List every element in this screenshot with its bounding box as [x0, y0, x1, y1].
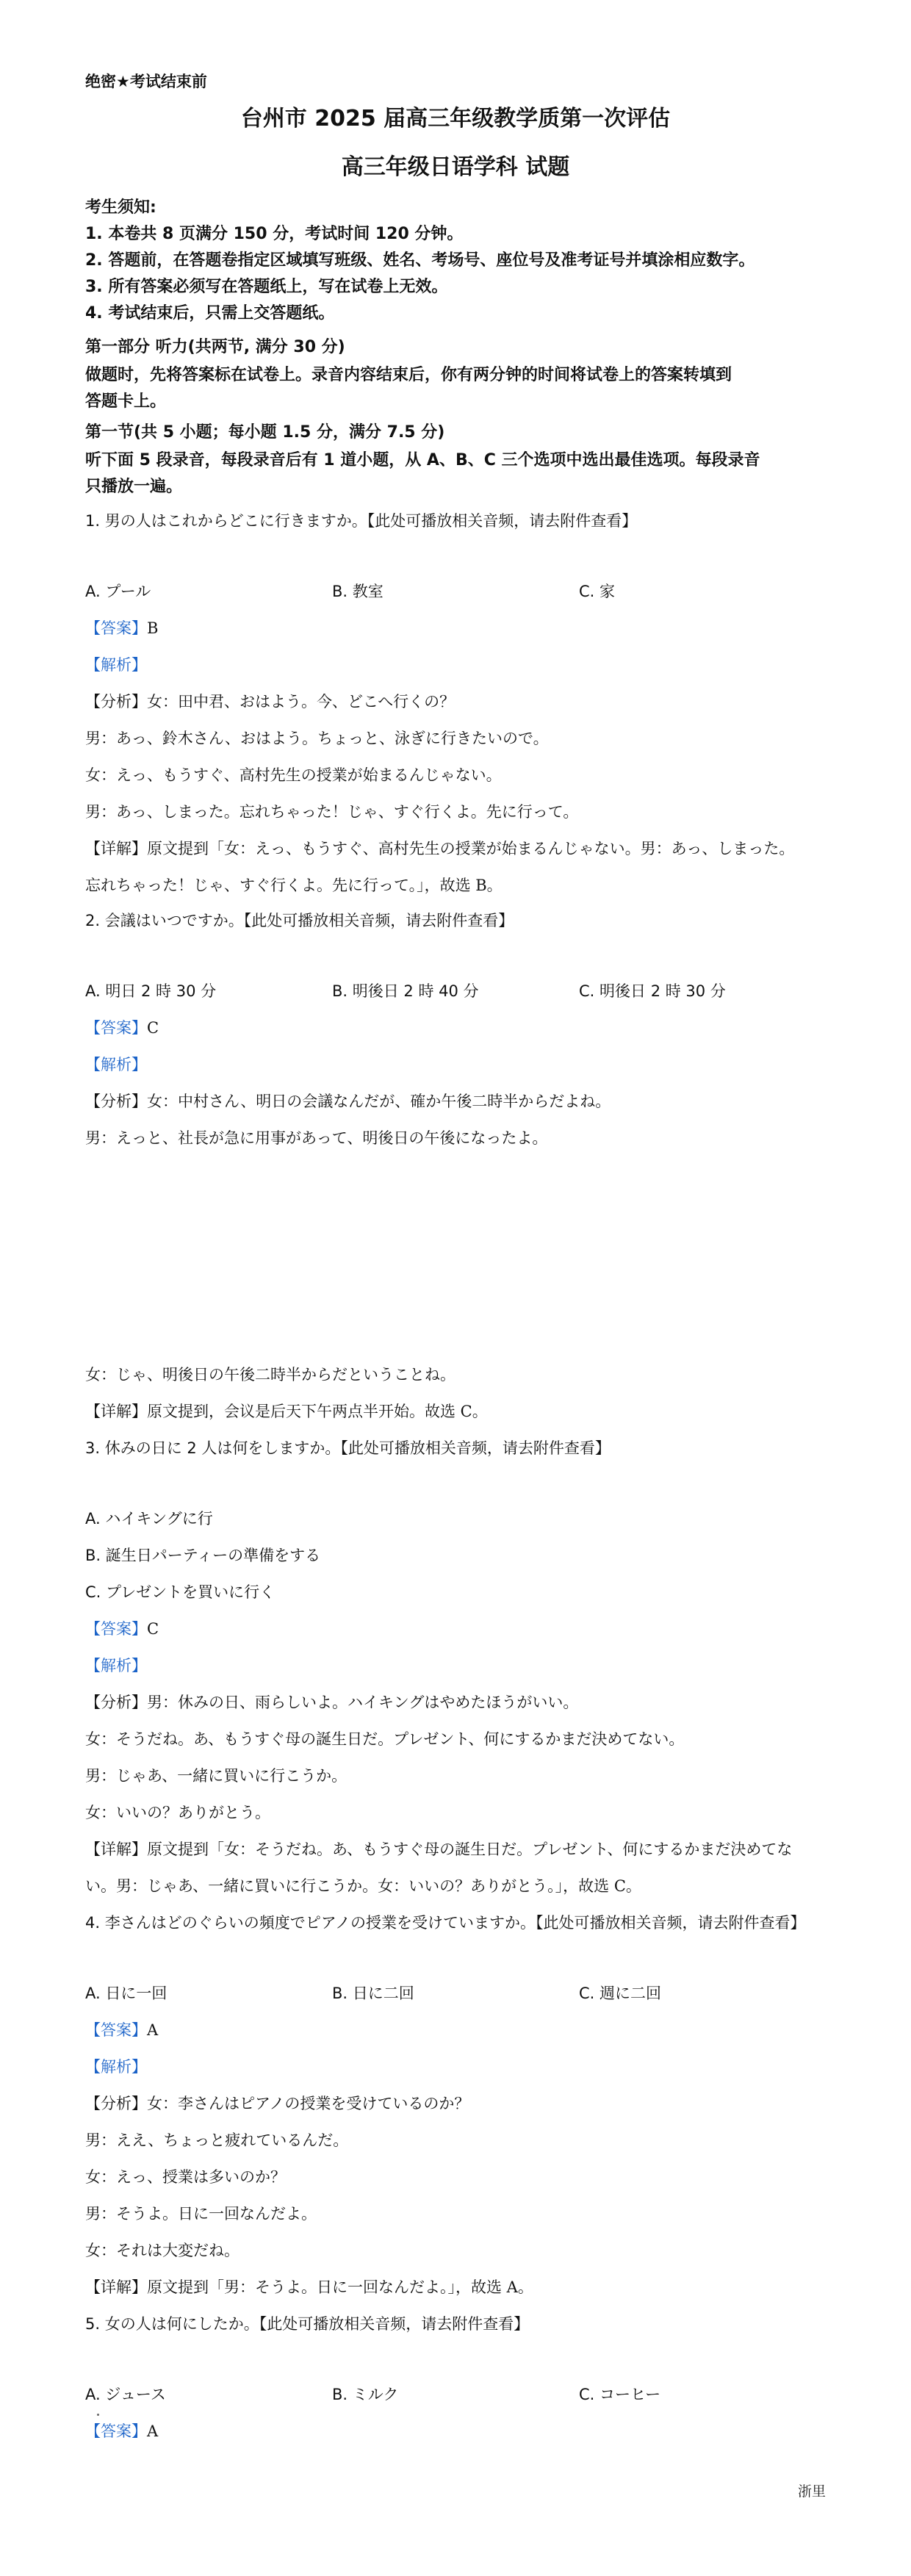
answer-label: 【答案】: [85, 1620, 147, 1638]
answer-label: 【答案】: [85, 2021, 147, 2039]
question-2-dialogue-line: 男：えっと、社長が急に用事があって、明後日の午後になったよ。: [85, 1129, 548, 1147]
question-stem-text: 4. 李さんはどのぐらいの頻度でピアノの授業を受けていますか。: [85, 1914, 536, 1932]
question-3-dialogue-line: 女：そうだね。あ、もうすぐ母の誕生日だ。プレゼント、何にするかまだ決めてない。: [85, 1730, 685, 1748]
question-1-dialogue-line: 男：あっ、鈴木さん、おはよう。ちょっと、泳ぎに行きたいので。: [85, 730, 549, 747]
question-1-dialogue-line: [85, 691, 455, 713]
question-1-stem: [85, 510, 637, 532]
question-2-dialogue-line: [85, 1090, 611, 1112]
detail-label: 【详解】: [85, 840, 147, 857]
question-stem-text: 1. 男の人はこれからどこに行きますか。: [85, 512, 367, 530]
dialogue-text: 男：休みの日、雨らしいよ。ハイキングはやめたほうがいい。: [147, 1694, 579, 1711]
question-2-analysis-label: 【解析】: [85, 1056, 147, 1073]
audio-note: 【此处可播放相关音频，请去附件查看】: [340, 1439, 611, 1457]
question-4-option-b: B. 日に二回: [332, 1985, 414, 2002]
fenxi-label: 【分析】: [85, 2095, 147, 2112]
question-2-dialogue-line: 女：じゃ、明後日の午後二時半からだということね。: [85, 1366, 455, 1384]
question-1-dialogue-line: 男：あっ、しまった。忘れちゃった！じゃ、すぐ行くよ。先に行って。: [85, 803, 579, 821]
stray-mark: [97, 2414, 99, 2416]
question-stem-text: 3. 休みの日に 2 人は何をしますか。: [85, 1439, 341, 1457]
instruction-item: 4. 考试结束后，只需上交答题纸。: [85, 304, 335, 323]
dialogue-text: 女：李さんはピアノの授業を受けているのか？: [147, 2095, 470, 2112]
confidential-mark: 绝密★考试结束前: [85, 73, 207, 90]
answer-value: C: [147, 1019, 159, 1037]
question-4-option-c: C. 週に二回: [579, 1985, 662, 2002]
question-1-answer: [85, 617, 158, 639]
question-4-dialogue-line: 女：それは大変だね。: [85, 2242, 240, 2259]
answer-value: A: [147, 2021, 159, 2039]
answer-label: 【答案】: [85, 1019, 147, 1037]
exam-subtitle: 高三年级日语学科 试题: [341, 154, 570, 180]
question-5-option-c: C. コーヒー: [579, 2386, 661, 2403]
question-2-detail: [85, 1400, 488, 1422]
section1-heading: 第一节(共 5 小题；每小题 1.5 分，满分 7.5 分): [85, 423, 445, 442]
question-4-dialogue-line: [85, 2093, 469, 2115]
instruction-item: 3. 所有答案必须写在答题纸上，写在试卷上无效。: [85, 278, 448, 296]
question-2-answer: [85, 1017, 159, 1039]
fenxi-label: 【分析】: [85, 1694, 147, 1711]
fenxi-label: 【分析】: [85, 693, 147, 710]
detail-label: 【详解】: [85, 2278, 147, 2296]
question-stem-text: 2. 会議はいつですか。: [85, 912, 244, 929]
question-3-dialogue-line: 男：じゃあ、一緒に買いに行こうか。: [85, 1767, 348, 1785]
answer-label: 【答案】: [85, 2422, 147, 2440]
question-4-answer: [85, 2019, 158, 2041]
audio-note: 【此处可播放相关音频，请去附件查看】: [243, 912, 514, 929]
question-5-answer: [85, 2420, 158, 2442]
question-5-option-a: A. ジュース: [85, 2386, 166, 2403]
question-4-dialogue-line: 男：ええ、ちょっと疲れているんだ。: [85, 2131, 349, 2149]
instruction-item: 1. 本卷共 8 页满分 150 分，考试时间 120 分钟。: [85, 225, 464, 243]
question-1-option-a: A. プール: [85, 583, 151, 600]
part1-heading: 第一部分 听力(共两节, 满分 30 分): [85, 338, 345, 356]
answer-value: C: [147, 1620, 159, 1638]
detail-text: 原文提到「男：そうよ。日に一回なんだよ。」，故选 A。: [147, 2278, 533, 2296]
detail-text: 原文提到「女：えっ、もうすぐ、高村先生の授業が始まるんじゃない。男：あっ、しまった。: [147, 840, 795, 857]
question-4-dialogue-line: 女：えっ、授業は多いのか？: [85, 2168, 286, 2186]
question-3-dialogue-line: [85, 1691, 578, 1713]
question-2-stem: [85, 910, 514, 932]
detail-text: 原文提到「女：そうだね。あ、もうすぐ母の誕生日だ。プレゼント、何にするかまだ決めてな: [147, 1841, 793, 1858]
question-3-detail: [85, 1838, 792, 1860]
exam-title: 台州市 2025 届高三年级教学质第一次评估: [240, 106, 671, 132]
instructions-heading: 考生须知:: [85, 198, 156, 217]
question-4-analysis-label: 【解析】: [85, 2058, 147, 2076]
question-3-option-a: A. ハイキングに行: [85, 1510, 213, 1528]
question-3-detail-cont: い。男：じゃあ、一緒に買いに行こうか。女：いいの？ありがとう。」，故选 C。: [85, 1877, 641, 1895]
question-3-option-c: C. プレゼントを買いに行く: [85, 1583, 276, 1601]
question-1-analysis-label: 【解析】: [85, 656, 147, 674]
question-1-option-c: C. 家: [579, 583, 616, 600]
answer-value: A: [147, 2422, 159, 2440]
section1-intro: 听下面 5 段录音，每段录音后有 1 道小题，从 A、B、C 三个选项中选出最佳选项。每段录音: [85, 451, 760, 469]
instruction-item: 2. 答题前，在答题卷指定区域填写班级、姓名、考场号、座位号及准考证号并填涂相应数字。: [85, 251, 755, 270]
audio-note: 【此处可播放相关音频，请去附件查看】: [259, 2315, 530, 2333]
question-2-option-a: A. 明日 2 時 30 分: [85, 982, 217, 1000]
question-3-analysis-label: 【解析】: [85, 1657, 147, 1674]
answer-value: B: [147, 619, 159, 637]
question-5-option-b: B. ミルク: [332, 2386, 399, 2403]
question-1-detail-cont: 忘れちゃった！じゃ、すぐ行くよ。先に行って。」，故选 B。: [85, 877, 503, 894]
question-1-detail: [85, 838, 794, 860]
question-4-dialogue-line: 男：そうよ。日に一回なんだよ。: [85, 2205, 317, 2223]
question-2-option-c: C. 明後日 2 時 30 分: [579, 982, 726, 1000]
dialogue-text: 女：中村さん、明日の会議なんだが、確か午後二時半からだよね。: [147, 1093, 611, 1110]
footer-watermark: 浙里: [797, 2483, 826, 2500]
question-3-stem: [85, 1437, 611, 1459]
audio-note: 【此处可播放相关音频，请去附件查看】: [536, 1914, 806, 1932]
question-4-option-a: A. 日に一回: [85, 1985, 168, 2002]
question-3-answer: [85, 1618, 159, 1640]
question-stem-text: 5. 女の人は何にしたか。: [85, 2315, 259, 2333]
detail-label: 【详解】: [85, 1403, 147, 1420]
detail-text: 原文提到，会议是后天下午两点半开始。故选 C。: [147, 1403, 488, 1420]
answer-label: 【答案】: [85, 619, 147, 637]
question-4-detail: [85, 2276, 533, 2298]
question-4-stem: [85, 1912, 806, 1934]
part1-intro: 做题时，先将答案标在试卷上。录音内容结束后，你有两分钟的时间将试卷上的答案转填到: [85, 366, 732, 384]
section1-intro: 只播放一遍。: [85, 478, 183, 496]
audio-note: 【此处可播放相关音频，请去附件查看】: [367, 512, 638, 530]
question-1-dialogue-line: 女：えっ、もうすぐ、高村先生の授業が始まるんじゃない。: [85, 766, 502, 784]
question-3-option-b: B. 誕生日パーティーの準備をする: [85, 1547, 321, 1564]
dialogue-text: 女：田中君、おはよう。今、どこへ行くの？: [147, 693, 455, 710]
question-1-option-b: B. 教室: [332, 583, 384, 600]
fenxi-label: 【分析】: [85, 1093, 147, 1110]
question-3-dialogue-line: 女：いいの？ありがとう。: [85, 1804, 270, 1821]
question-2-option-b: B. 明後日 2 時 40 分: [332, 982, 479, 1000]
question-5-stem: [85, 2313, 529, 2335]
detail-label: 【详解】: [85, 1841, 147, 1858]
part1-intro: 答题卡上。: [85, 392, 167, 411]
